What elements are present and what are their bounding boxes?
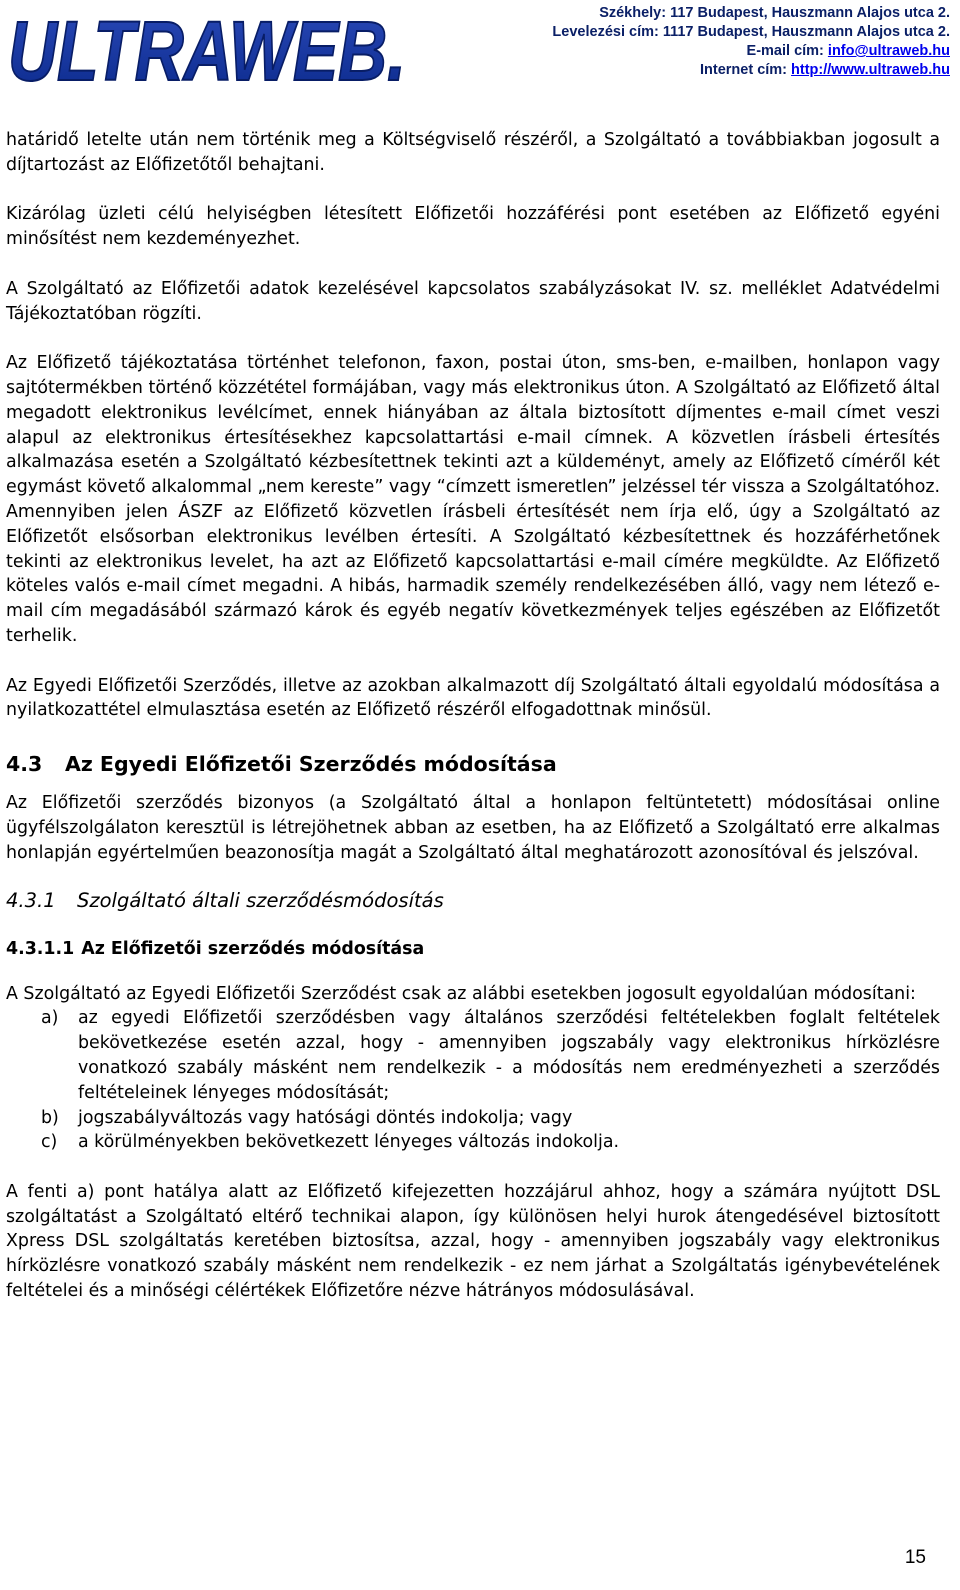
heading-4-3-1-number: 4.3.1: [6, 888, 56, 912]
heading-4-3-1-1: [6, 936, 940, 962]
list-marker: c): [41, 1132, 58, 1153]
paragraph-modification-cases: A Szolgáltató az Egyedi Előfizetői Szerződést csak az alábbi esetekben jogosult egyoldalúan módosítani:: [6, 983, 916, 1004]
paragraph-unilateral-modification: Az Egyedi Előfizetői Szerződés, illetve az azokban alkalmazott díj Szolgáltató általi egyoldalú módosítása a nyilatkozattétel elmulasztása esetén az Előfizető részéről elfogadottnak minősül.: [6, 675, 940, 721]
paragraph-business-premises: Kizárólag üzleti célú helyiségben létesített Előfizetői hozzáférési pont esetében az Előfizető egyéni minősítést nem kezdeményezhet.: [6, 204, 940, 250]
paragraph-online-modification: Az Előfizetői szerződés bizonyos (a Szolgáltató által a honlapon feltüntetett) módosításai online ügyfélszolgálaton keresztül is létrejöhetnek abban az esetben, ha az Előfizető a Szolgáltató erre alkalmas honlapján egyértelműen beazonosítja magát a Szolgáltató által meghatározott azonosítóval és jelszóval.: [6, 793, 940, 863]
logo-graphic: [6, 2, 411, 98]
heading-4-3-1-title: Szolgáltató általi szerződésmódosítás: [77, 888, 444, 912]
list-item-text: az egyedi Előfizetői szerződésben vagy általános szerződési feltételekben foglalt feltételek bekövetkezése esetén azzal, hogy - amennyiben jogszabály vagy elektronikus hírközlésre vonatkozó szabály másként nem rendelkezik - a módosítás nem eredményezheti a szerződés feltételeinek lényeges módosítását;: [78, 1008, 940, 1103]
paragraph-data-protection: A Szolgáltató az Előfizetői adatok kezelésével kapcsolatos szabályzásokat IV. sz. melléklet Adatvédelmi Tájékoztatóban rögzíti.: [6, 278, 940, 324]
heading-4-3-title: Az Egyedi Előfizetői Szerződés módosítása: [65, 752, 557, 777]
document-body: [6, 128, 940, 1304]
logo-text: ULTRAWEB.: [8, 4, 406, 98]
list-item: [41, 1130, 940, 1155]
list-item: [41, 1106, 940, 1131]
page-number: 15: [904, 1547, 926, 1568]
heading-4-3-1: [6, 888, 940, 914]
headquarters-address: Székhely: 117 Budapest, Hauszmann Alajos utca 2.: [599, 5, 950, 21]
email-label: E-mail cím:: [746, 43, 828, 59]
paragraph-notification: Az Előfizető tájékoztatása történhet telefonon, faxon, postai úton, sms-ben, e-mailben, honlapon vagy sajtótermékben történő közzététel formájában, vagy más elektronikus úton. A Szolgáltató az Előfizető által megadott elektronikus levélcímet, ennek hiányában az általa biztosított díjmentes e-mail címet veszi alapul az elektronikus értesítésekhez kapcsolattartási e-mail címnek. A közvetlen írásbeli értesítés alkalmazása esetén a Szolgáltató kézbesítettnek tekinti azt a küldeményt, amely az Előfizető címéről két egymást követő alkalommal „nem kereste” vagy “címzett ismeretlen” jelzéssel tér vissza a Szolgáltatóhoz. Amennyiben jelen ÁSZF az Előfizető közvetlen írásbeli értesítését nem írja elő, úgy a Szolgáltató az Előfizetőt elsősorban elektronikus levélben értesíti. A Szolgáltató kézbesítettnek és hozzáférhetőnek tekinti az elektronikus levelet, ha azt az Előfizető kapcsolattartási e-mail címére megküldte. Az Előfizető köteles valós e-mail címet megadni. A hibás, harmadik személy rendelkezésében álló, vagy nem létező e-mail cím megadásából származó károk és egyéb negatív következmények teljes egészében az Előfizetőt terhelik.: [6, 353, 940, 646]
mailing-address: Levelezési cím: 1117 Budapest, Hauszmann Alajos utca 2.: [552, 24, 950, 40]
list-item-text: jogszabályváltozás vagy hatósági döntés indokolja; vagy: [78, 1107, 573, 1128]
website-line: [552, 61, 950, 80]
paragraph-dsl-consent: A fenti a) pont hatálya alatt az Előfizető kifejezetten hozzájárul ahhoz, hogy a számára nyújtott DSL szolgáltatást a Szolgáltató eltérő technikai alapon, így különösen helyi hurok átengedésével biztosított Xpress DSL szolgáltatás keretében biztosítsa, azzal, hogy - amennyiben jogszabály vagy elektronikus hírközlésre vonatkozó szabály másként nem rendelkezik - ez nem járhat a Szolgáltatás igénybevételének feltételei és a minőségi célértékek Előfizetőre nézve hátrányos módosulásával.: [6, 1181, 940, 1302]
contact-block: [552, 4, 950, 80]
paragraph-debt-collection: határidő letelte után nem történik meg a Költségviselő részéről, a Szolgáltató a továbbiakban jogosult a díjtartozást az Előfizetőtől behajtani.: [6, 130, 940, 175]
email-link[interactable]: info@ultraweb.hu: [827, 43, 950, 59]
email-line: [552, 42, 950, 61]
heading-4-3-1-1-title: Az Előfizetői szerződés módosítása: [81, 938, 425, 959]
heading-4-3-number: 4.3: [6, 752, 43, 777]
website-link[interactable]: http://www.ultraweb.hu: [791, 62, 950, 78]
heading-4-3-1-1-number: 4.3.1.1: [6, 938, 75, 959]
list-marker: b): [41, 1107, 59, 1128]
list-item: [41, 1006, 940, 1105]
ultraweb-logo: [6, 2, 411, 98]
modification-case-list: [6, 1006, 940, 1155]
website-label: Internet cím:: [700, 62, 792, 78]
list-marker: a): [41, 1008, 59, 1029]
heading-4-3: [6, 751, 940, 777]
list-item-text: a körülményekben bekövetkezett lényeges változás indokolja.: [78, 1132, 620, 1153]
